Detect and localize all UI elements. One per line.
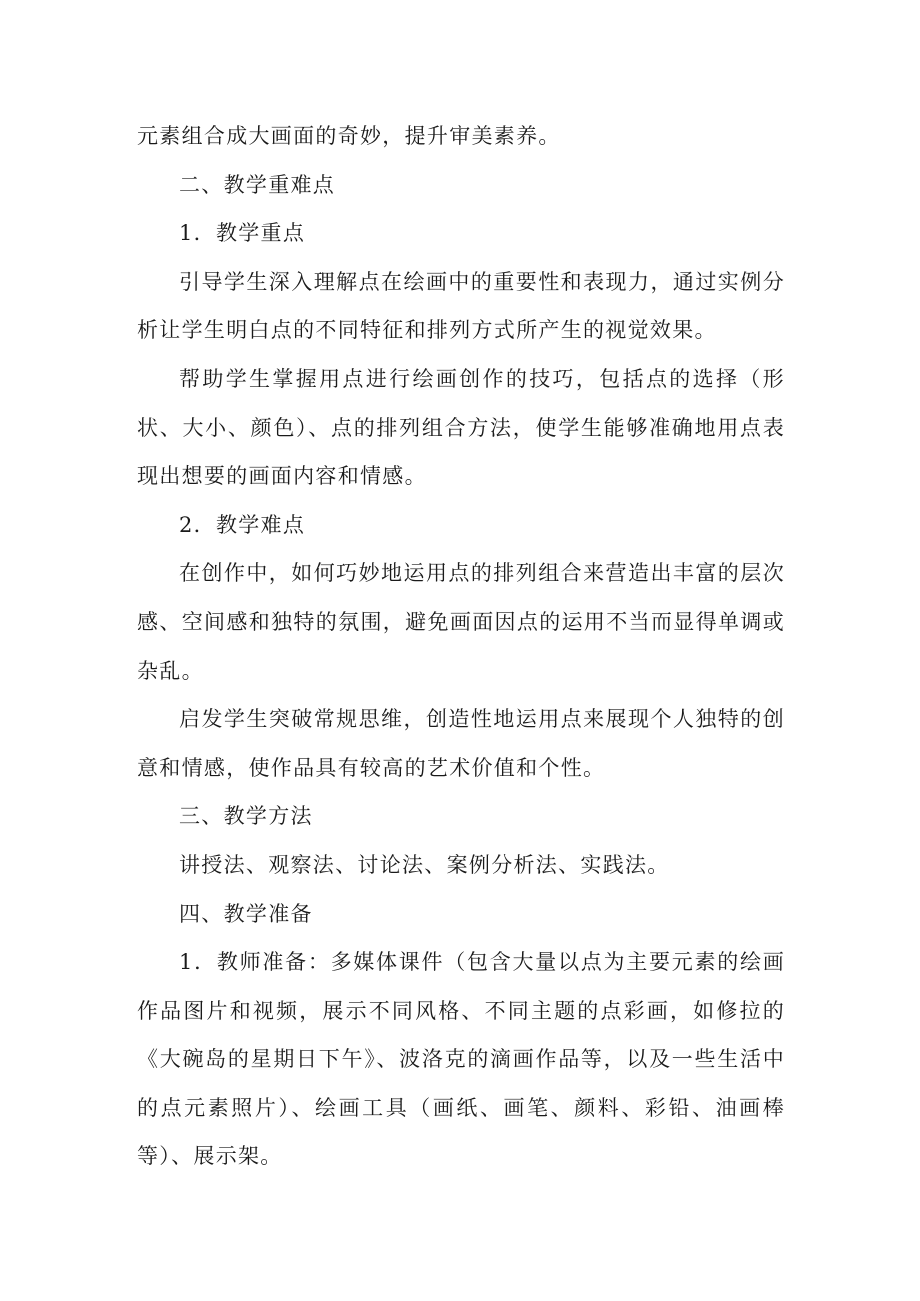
paragraph-difficult-point-2: 启发学生突破常规思维，创造性地运用点来展现个人独特的创意和情感，使作品具有较高的艺术价值和个性。: [137, 707, 785, 780]
paragraph-teaching-methods: 讲授法、观察法、讨论法、案例分析法、实践法。: [179, 852, 670, 877]
section-heading-teaching-key-difficult: 二、教学重难点: [179, 172, 336, 197]
paragraph-teacher-preparation: 1．教师准备：多媒体课件（包含大量以点为主要元素的绘画作品图片和视频，展示不同风格、不同主题的点彩画，如修拉的《大碗岛的星期日下午》、波洛克的滴画作品等，以及一些生活中的点元素照片）、绘画工具（画纸、画笔、颜料、彩铅、油画棒等）、展示架。: [137, 950, 785, 1169]
document-page: [137, 112, 785, 1181]
subheading-key-points: 1．教学重点: [179, 221, 306, 246]
subheading-difficult-points: 2．教学难点: [179, 512, 306, 537]
section-heading-teaching-preparation: 四、教学准备: [179, 901, 313, 926]
paragraph-key-point-2: 帮助学生掌握用点进行绘画创作的技巧，包括点的选择（形状、大小、颜色）、点的排列组合方法，使学生能够准确地用点表现出想要的画面内容和情感。: [137, 366, 785, 489]
paragraph-difficult-point-1: 在创作中，如何巧妙地运用点的排列组合来营造出丰富的层次感、空间感和独特的氛围，避免画面因点的运用不当而显得单调或杂乱。: [137, 561, 785, 683]
section-heading-teaching-methods: 三、教学方法: [179, 804, 313, 829]
paragraph-key-point-1: 引导学生深入理解点在绘画中的重要性和表现力，通过实例分析让学生明白点的不同特征和排列方式所产生的视觉效果。: [137, 269, 785, 343]
paragraph-continuation: 元素组合成大画面的奇妙，提升审美素养。: [137, 124, 561, 148]
